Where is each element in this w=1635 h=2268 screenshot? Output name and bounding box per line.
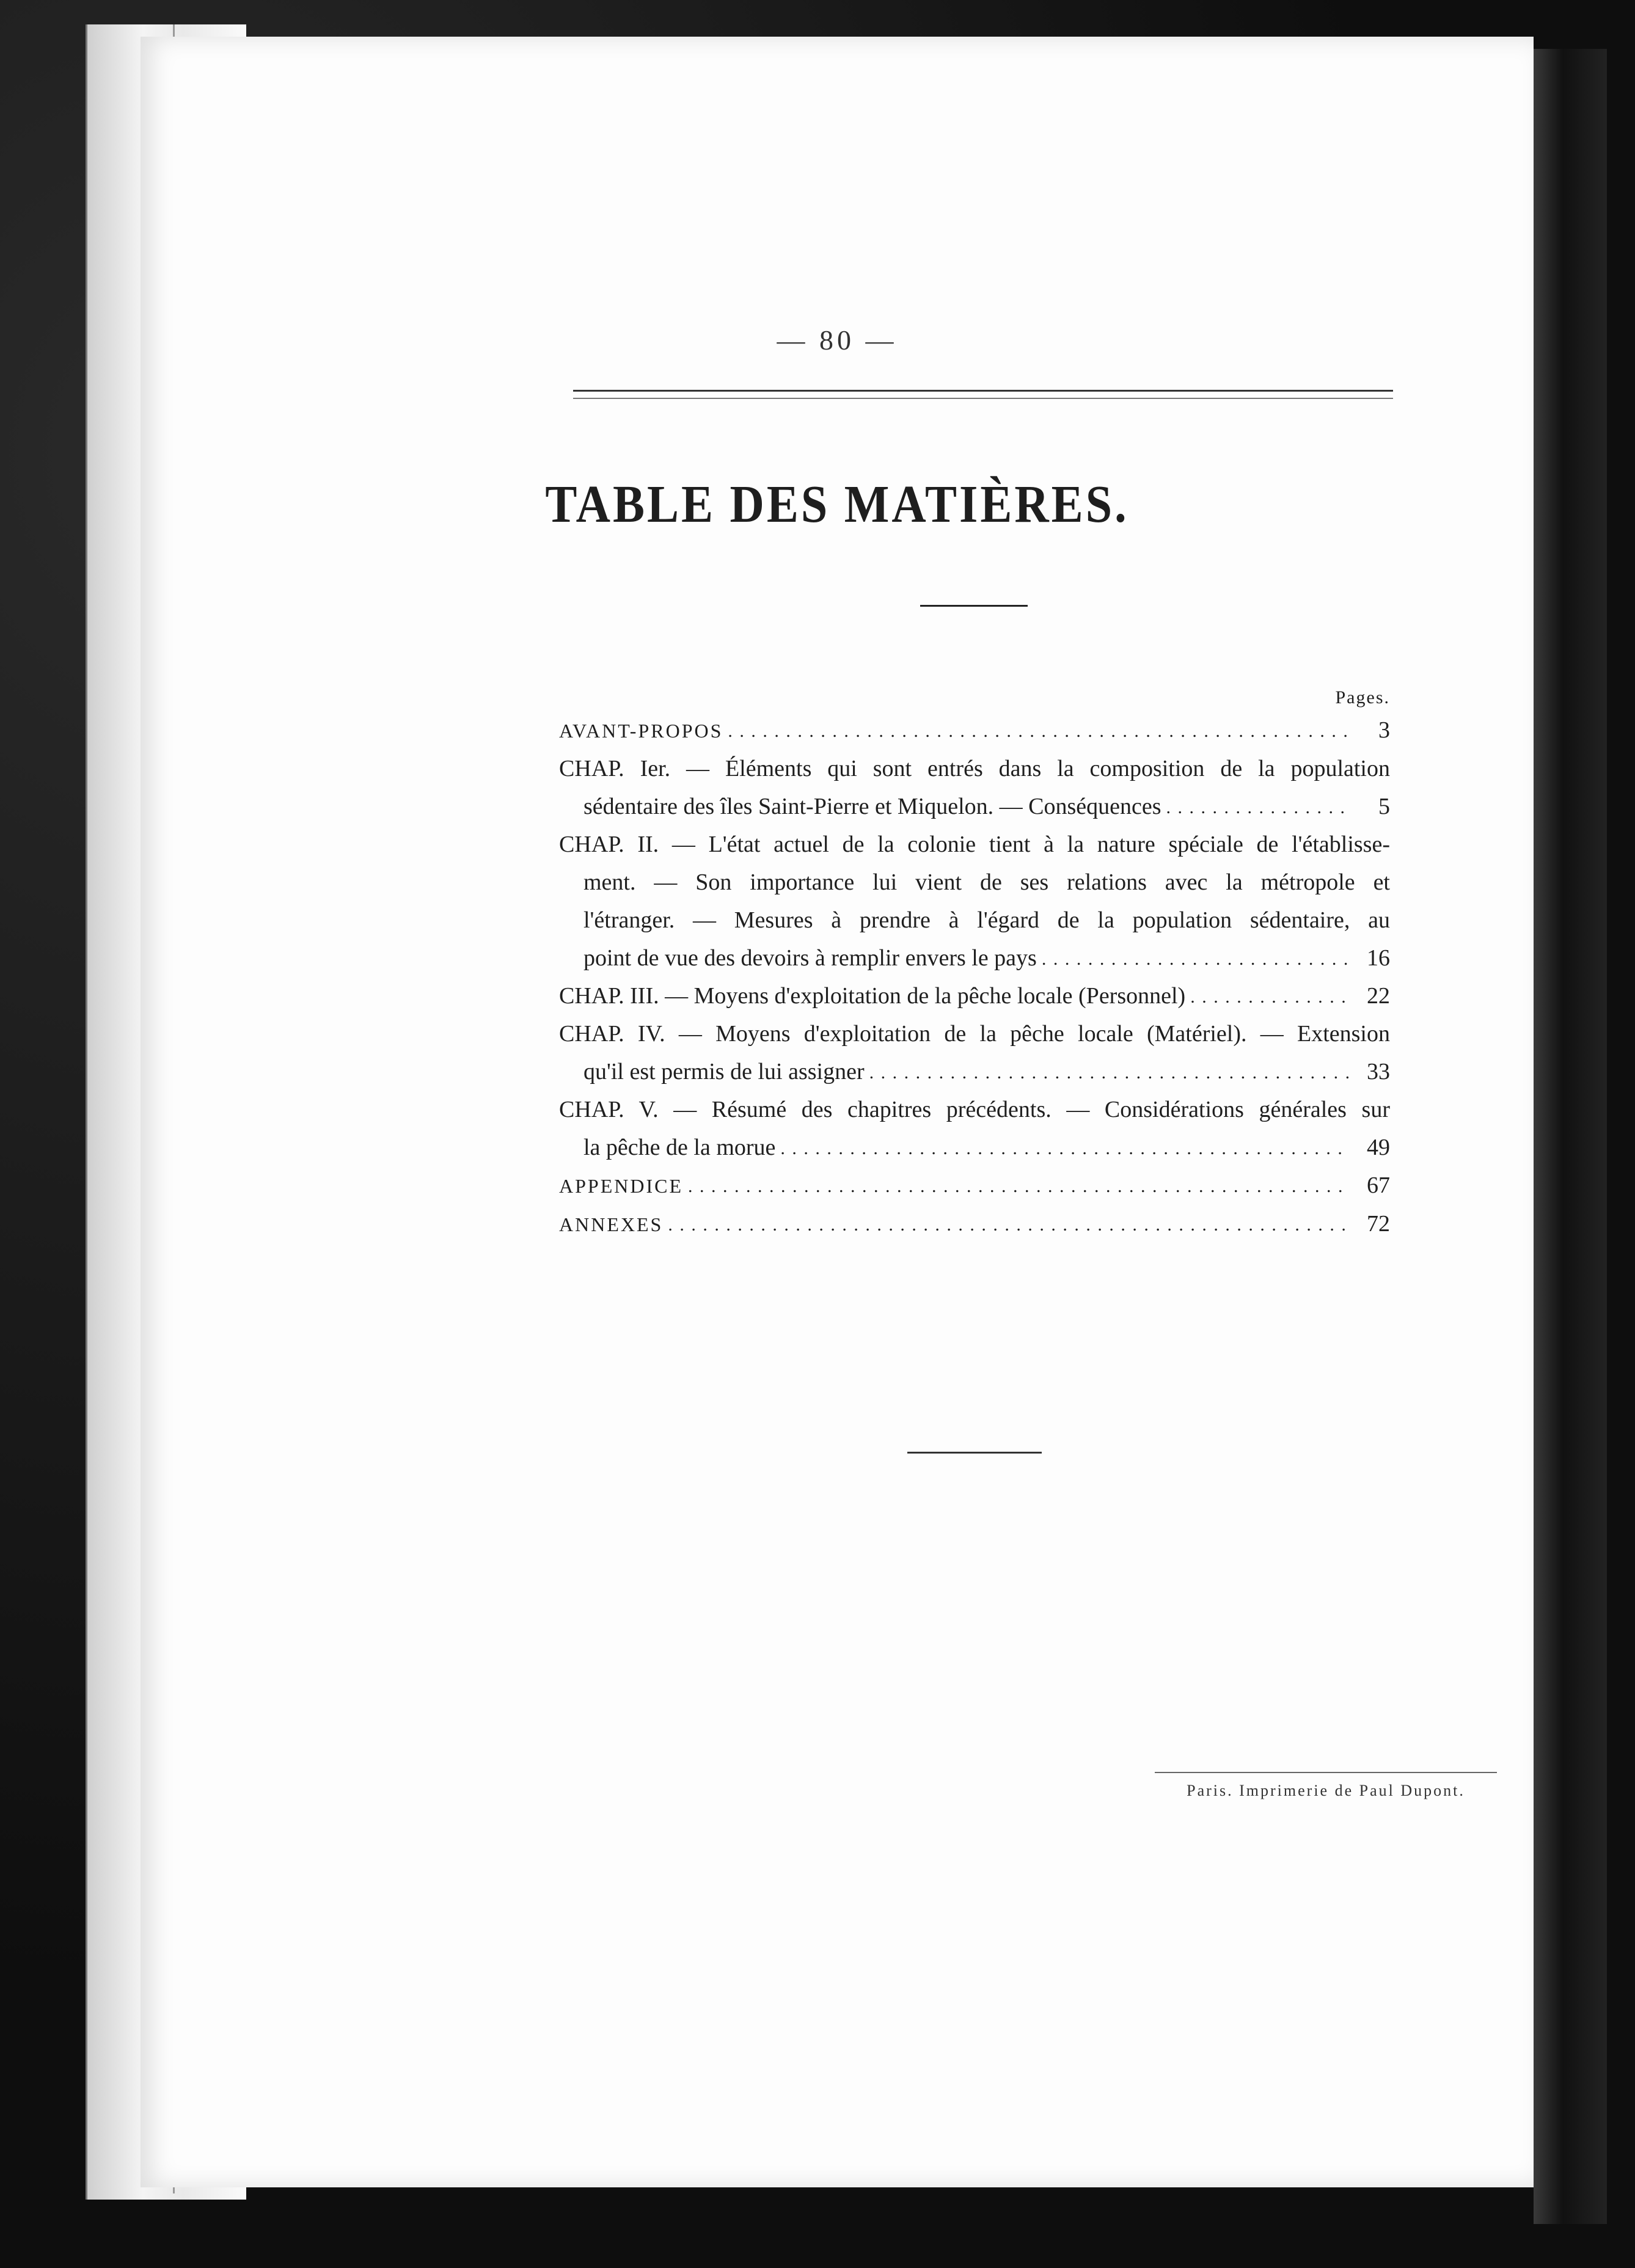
toc-entry-text: CHAP. III. — Moyens d'exploitation de la pêche locale (Personnel) <box>559 983 1186 1009</box>
toc-page-number: 33 <box>1367 1059 1390 1085</box>
dot-leader <box>1190 991 1348 1003</box>
toc-entry <box>559 977 1390 1015</box>
dot-leader <box>1042 953 1348 965</box>
dot-leader <box>869 1067 1348 1079</box>
toc-entry-text: CHAP. V. — Résumé des chapitres précédents. — Considérations générales sur <box>559 1097 1390 1122</box>
toc-entry <box>559 1015 1390 1091</box>
toc-entry-text: la pêche de la morue <box>583 1135 776 1160</box>
toc-entry-text: point de vue des devoirs à remplir envers le pays <box>583 945 1037 971</box>
toc-page-number: 67 <box>1367 1172 1390 1198</box>
toc-entry-text: CHAP. Ier. — Éléments qui sont entrés dans la composition de la population <box>559 756 1390 781</box>
toc-entry-text: CHAP. IV. — Moyens d'exploitation de la pêche locale (Matériel). — Extension <box>559 1021 1390 1047</box>
page-title: TABLE DES MATIÈRES. <box>545 474 1129 534</box>
dot-leader <box>780 1143 1348 1155</box>
pages-column-header: Pages. <box>1335 687 1390 708</box>
toc-entry <box>559 1205 1390 1243</box>
closing-rule <box>907 1452 1042 1454</box>
toc-page-number: 49 <box>1367 1135 1390 1160</box>
page-number: — 80 — <box>777 324 898 356</box>
title-underline <box>920 605 1028 607</box>
toc-entry <box>559 825 1390 977</box>
toc-entry-text: AVANT-PROPOS <box>559 720 723 742</box>
toc-page-number: 16 <box>1367 945 1390 971</box>
toc-page-number: 5 <box>1378 794 1390 819</box>
table-of-contents <box>559 684 1390 1243</box>
toc-entry <box>559 1091 1390 1166</box>
toc-entry-text: CHAP. II. — L'état actuel de la colonie tient à la nature spéciale de l'établisse- <box>559 832 1390 857</box>
toc-entry-text: ment. — Son importance lui vient de ses relations avec la métropole et <box>583 869 1390 895</box>
toc-entry-text: APPENDICE <box>559 1175 684 1197</box>
adjacent-page-edge <box>1534 49 1607 2224</box>
dot-leader <box>668 1219 1348 1231</box>
toc-page-number: 22 <box>1367 983 1390 1009</box>
toc-entry-text: sédentaire des îles Saint-Pierre et Miquelon. — Conséquences <box>583 794 1161 819</box>
dot-leader <box>688 1180 1348 1193</box>
toc-entry <box>559 750 1390 825</box>
dot-leader <box>1166 802 1348 814</box>
toc-entry-text: l'étranger. — Mesures à prendre à l'égard de la population sédentaire, au <box>583 907 1390 933</box>
document-page <box>141 37 1534 2187</box>
toc-entry <box>559 711 1390 750</box>
dot-leader <box>728 725 1348 737</box>
printer-imprint: Paris. Imprimerie de Paul Dupont. <box>1155 1772 1497 1800</box>
toc-entry-text: ANNEXES <box>559 1213 664 1235</box>
toc-entry <box>559 1166 1390 1205</box>
header-double-rule <box>573 390 1393 399</box>
toc-page-number: 3 <box>1378 717 1390 743</box>
toc-page-number: 72 <box>1367 1211 1390 1237</box>
toc-entry-text: qu'il est permis de lui assigner <box>583 1059 865 1085</box>
